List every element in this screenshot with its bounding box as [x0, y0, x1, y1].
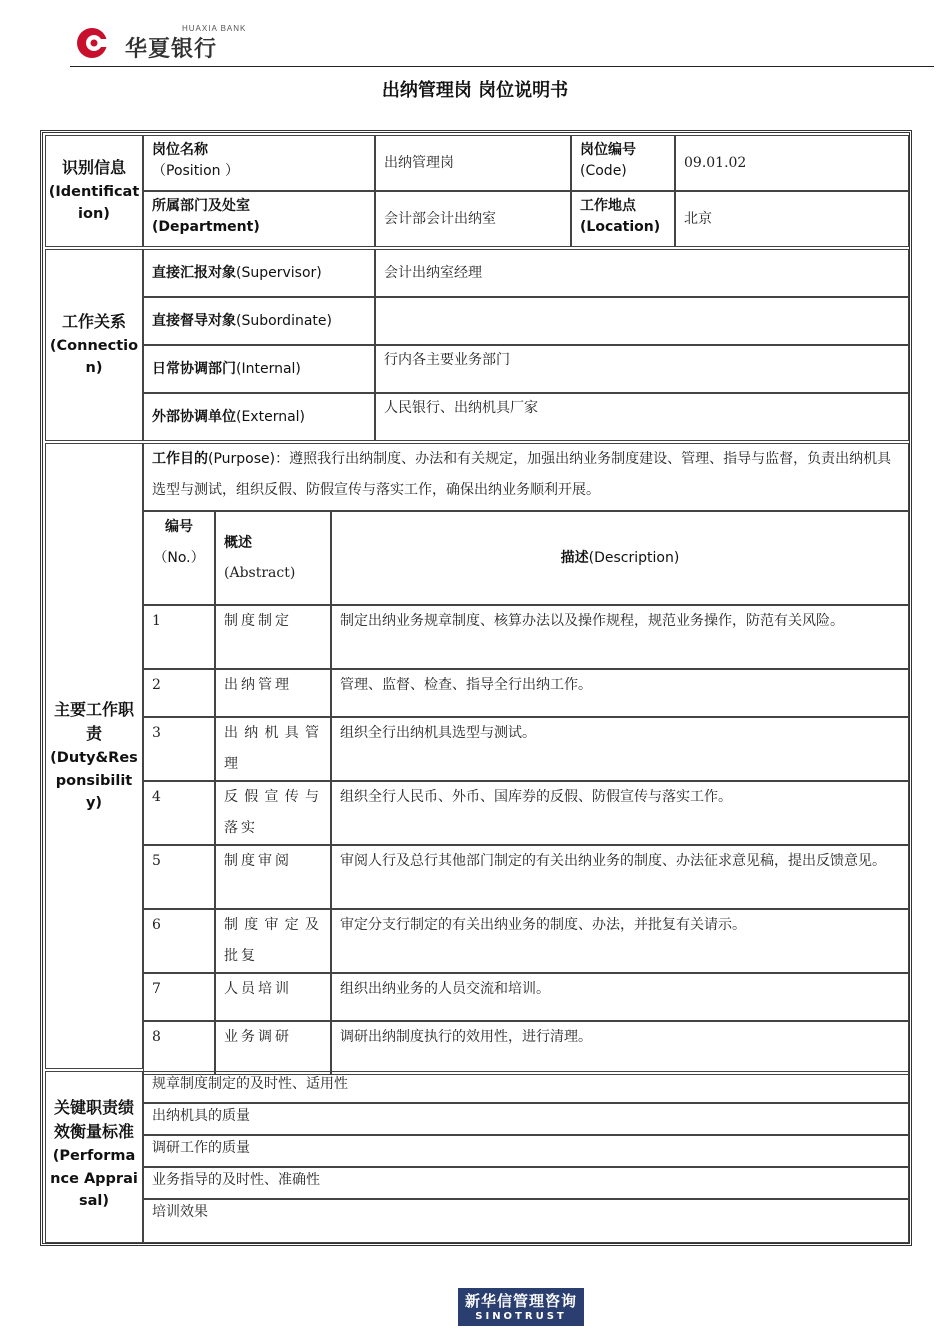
department-label-en: (Department): [152, 219, 260, 235]
purpose-label-en: (Purpose)：: [208, 451, 290, 467]
page-header: [70, 22, 934, 67]
subordinate-label-en: (Subordinate): [236, 312, 332, 329]
col-no-header: [143, 511, 215, 605]
duty-item-no: 4: [143, 781, 215, 845]
code-label-en: (Code): [580, 163, 627, 179]
performance-item: 调研工作的质量: [143, 1135, 909, 1167]
section-connection-title: 工作关系: [61, 312, 126, 332]
section-identification-en: (Identification): [48, 183, 140, 223]
duty-item-abstract: 制度制定: [215, 605, 331, 669]
col-no-label-en: （No.）: [153, 550, 205, 566]
department-label: 所属部门及处室: [152, 198, 250, 214]
duty-item-no: 6: [143, 909, 215, 973]
duty-item-desc: 制定出纳业务规章制度、核算办法以及操作规程，规范业务操作，防范有关风险。: [331, 605, 909, 669]
section-performance: [45, 1071, 143, 1243]
position-label-cell: [143, 135, 375, 191]
col-abstract-label: 概述: [224, 535, 252, 551]
supervisor-label: 直接汇报对象: [152, 264, 236, 281]
duty-item-abstract: 反假宣传与落实: [215, 781, 331, 845]
duty-item-abstract: 出纳机具管理: [215, 717, 331, 781]
section-connection-en: (Connection): [49, 337, 139, 377]
section-identification: [45, 135, 143, 247]
purpose-cell: [143, 443, 909, 511]
position-label: 岗位名称: [152, 142, 208, 158]
document-title: 出纳管理岗 岗位说明书: [381, 80, 569, 101]
subordinate-label: 直接督导对象: [152, 312, 236, 329]
position-label-en: （Position ）: [152, 163, 239, 179]
sinotrust-logo: [458, 1288, 584, 1326]
code-label: 岗位编号: [580, 142, 636, 158]
subordinate-value: [375, 297, 909, 345]
duty-item-desc: 审定分支行制定的有关出纳业务的制度、办法，并批复有关请示。: [331, 909, 909, 973]
supervisor-value: 会计出纳室经理: [375, 249, 909, 297]
duty-item-abstract: 人员培训: [215, 973, 331, 1021]
code-label-cell: [571, 135, 675, 191]
duty-item-no: 1: [143, 605, 215, 669]
duty-item-no: 8: [143, 1021, 215, 1075]
location-label-cell: [571, 191, 675, 247]
col-desc-label: 描述: [560, 549, 589, 566]
external-value: 人民银行、出纳机具厂家: [375, 393, 909, 441]
code-value: 09.01.02: [675, 135, 909, 191]
internal-label-cell: [143, 345, 375, 393]
internal-label: 日常协调部门: [152, 360, 236, 377]
col-no-label: 编号: [165, 519, 193, 535]
bank-name-en: HUAXIA BANK: [182, 24, 247, 33]
duty-item-no: 7: [143, 973, 215, 1021]
duty-item-no: 5: [143, 845, 215, 909]
subordinate-label-cell: [143, 297, 375, 345]
purpose-label: 工作目的: [152, 451, 208, 467]
department-value: 会计部会计出纳室: [375, 191, 571, 247]
performance-item: 规章制度制定的及时性、适用性: [143, 1071, 909, 1103]
duty-item-desc: 组织出纳业务的人员交流和培训。: [331, 973, 909, 1021]
external-label: 外部协调单位: [152, 408, 236, 425]
duty-item-desc: 管理、监督、检查、指导全行出纳工作。: [331, 669, 909, 717]
department-label-cell: [143, 191, 375, 247]
duty-item-desc: 审阅人行及总行其他部门制定的有关出纳业务的制度、办法征求意见稿，提出反馈意见。: [331, 845, 909, 909]
supervisor-label-en: (Supervisor): [236, 264, 322, 281]
duty-item-desc: 组织全行出纳机具选型与测试。: [331, 717, 909, 781]
section-duty-en: (Duty&Responsibility): [50, 750, 138, 812]
performance-item: 出纳机具的质量: [143, 1103, 909, 1135]
position-value: 出纳管理岗: [375, 135, 571, 191]
section-connection: [45, 249, 143, 441]
duty-item-abstract: 业务调研: [215, 1021, 331, 1075]
huaxia-bank-logo-icon: [72, 24, 116, 60]
internal-label-en: (Internal): [236, 360, 301, 377]
duty-item-abstract: 出纳管理: [215, 669, 331, 717]
supervisor-label-cell: [143, 249, 375, 297]
col-desc-label-en: (Description): [588, 549, 680, 566]
purpose-text: 遵照我行出纳制度、办法和有关规定，加强出纳业务制度建设、管理、指导与监督，负责出纳机具选型与测试，组织反假、防假宣传与落实工作，确保出纳业务顺利开展。: [152, 451, 892, 498]
duty-item-abstract: 制度审阅: [215, 845, 331, 909]
sinotrust-logo-cn: 新华信管理咨询: [464, 1292, 577, 1310]
performance-item: 培训效果: [143, 1199, 909, 1243]
duty-item-no: 2: [143, 669, 215, 717]
location-value: 北京: [675, 191, 909, 247]
section-duty-title: 主要工作职责: [53, 699, 134, 744]
external-label-en: (External): [236, 408, 306, 425]
section-duty: [45, 443, 143, 1069]
duty-item-no: 3: [143, 717, 215, 781]
location-label-en: (Location): [580, 219, 661, 235]
job-description-form: [40, 130, 912, 1246]
location-label: 工作地点: [580, 198, 636, 214]
internal-value: 行内各主要业务部门: [375, 345, 909, 393]
section-performance-title: 关键职责绩效衡量标准: [53, 1097, 134, 1142]
section-identification-title: 识别信息: [61, 158, 126, 178]
performance-item: 业务指导的及时性、准确性: [143, 1167, 909, 1199]
col-abstract-header: [215, 511, 331, 605]
section-performance-en: (Performance Appraisal): [50, 1148, 138, 1210]
col-desc-header: [331, 511, 909, 605]
duty-item-desc: 组织全行人民币、外币、国库券的反假、防假宣传与落实工作。: [331, 781, 909, 845]
duty-item-abstract: 制度审定及批复: [215, 909, 331, 973]
duty-item-desc: 调研出纳制度执行的效用性，进行清理。: [331, 1021, 909, 1075]
external-label-cell: [143, 393, 375, 441]
sinotrust-logo-en: SINOTRUST: [475, 1311, 567, 1322]
col-abstract-label-en: (Abstract): [224, 565, 296, 581]
bank-name-cn: 华夏银行: [125, 37, 218, 62]
